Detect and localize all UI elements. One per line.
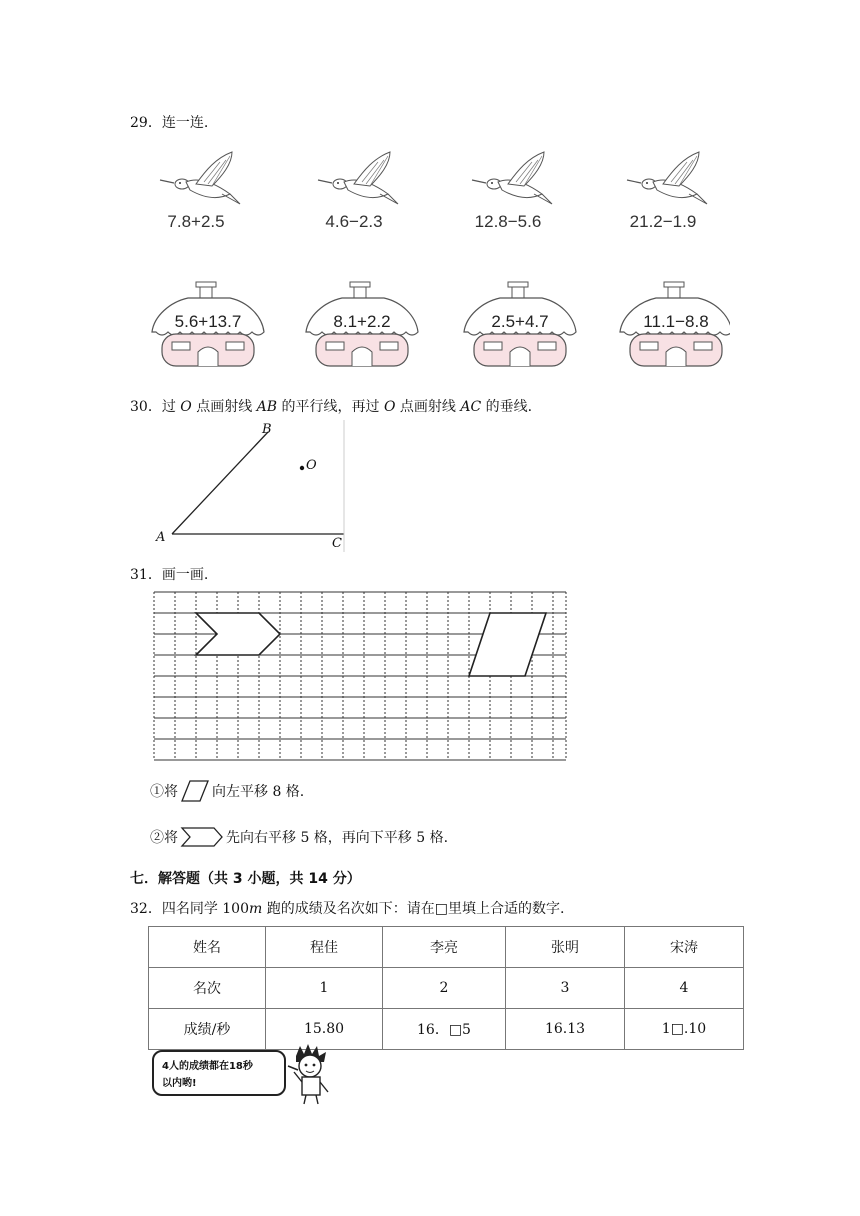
q32-text: 跑的成绩及名次如下：请在□里填上合适的数字. bbox=[262, 901, 565, 917]
parallelogram-icon bbox=[180, 779, 210, 803]
q31-title: 画一画. bbox=[161, 567, 209, 583]
bird-icon bbox=[627, 152, 707, 204]
q30-text: 的平行线，再过 bbox=[281, 399, 380, 415]
speech-bubble bbox=[152, 1050, 286, 1096]
table-cell: 李亮 bbox=[383, 927, 506, 968]
score-table bbox=[148, 926, 744, 1050]
table-cell[interactable]: 1□.10 bbox=[625, 1009, 744, 1050]
table-cell: 宋涛 bbox=[625, 927, 744, 968]
instruction-text: ①将 bbox=[150, 784, 178, 800]
q30-point-o: O bbox=[383, 399, 396, 415]
q30-text: 的垂线. bbox=[485, 399, 533, 415]
bird-icon bbox=[318, 152, 398, 204]
house-expression-4: 11.1−8.8 bbox=[643, 312, 709, 331]
q30-ray-ac: AC bbox=[460, 399, 482, 415]
table-cell: 程佳 bbox=[266, 927, 383, 968]
label-o: O bbox=[306, 458, 317, 473]
q29-number: 29． bbox=[130, 115, 162, 131]
bird-expression-1: 7.8+2.5 bbox=[167, 212, 225, 231]
bubble-text: 以内哟! bbox=[162, 1078, 197, 1089]
table-cell: 张明 bbox=[506, 927, 625, 968]
dotted-grid bbox=[150, 588, 570, 766]
house-expression-3: 2.5+4.7 bbox=[491, 312, 549, 331]
q31-number: 31． bbox=[130, 567, 162, 583]
angle-diagram bbox=[150, 420, 350, 552]
house-expression-2: 8.1+2.2 bbox=[333, 312, 391, 331]
bird-icon bbox=[472, 152, 552, 204]
q29-heading bbox=[130, 112, 208, 132]
q29-title: 连一连. bbox=[161, 115, 209, 131]
q30-point-o: O bbox=[180, 399, 192, 415]
section-7-title: 七．解答题（共 3 小题，共 14 分） bbox=[130, 871, 361, 887]
table-cell[interactable]: 16．□5 bbox=[383, 1009, 506, 1050]
parallelogram-shape bbox=[469, 613, 546, 676]
table-row bbox=[149, 927, 744, 968]
house-expression-1: 5.6+13.7 bbox=[174, 312, 242, 331]
q31-heading bbox=[130, 564, 208, 584]
label-b: B bbox=[262, 422, 272, 437]
q29-matching-area bbox=[140, 140, 730, 380]
table-cell: 姓名 bbox=[149, 927, 266, 968]
table-cell: 15.80 bbox=[266, 1009, 383, 1050]
instruction-text: ②将 bbox=[150, 830, 178, 846]
table-cell: 16.13 bbox=[506, 1009, 625, 1050]
q30-figure bbox=[150, 420, 350, 552]
instruction-text: 向左平移 8 格. bbox=[212, 784, 305, 800]
q30-heading bbox=[130, 396, 532, 416]
q32-number: 32． bbox=[130, 901, 162, 917]
bird-expression-4: 21.2−1.9 bbox=[629, 212, 697, 231]
bird-row bbox=[140, 140, 730, 380]
table-cell: 4 bbox=[625, 968, 744, 1009]
table-cell: 成绩/秒 bbox=[149, 1009, 266, 1050]
q31-instruction-1 bbox=[150, 778, 304, 804]
q30-text: 点画射线 bbox=[399, 399, 456, 415]
table-cell: 3 bbox=[506, 968, 625, 1009]
q30-ray-ab: AB bbox=[256, 399, 278, 415]
bubble-text: 4人的成绩都在18秒 bbox=[162, 1061, 253, 1072]
ray-ab bbox=[172, 432, 268, 534]
q30-number: 30． bbox=[130, 399, 162, 415]
table-row bbox=[149, 1009, 744, 1050]
cartoon-boy-icon bbox=[284, 1042, 336, 1106]
point-o bbox=[300, 466, 304, 470]
q32-unit: m bbox=[249, 901, 263, 917]
q32-text: 四名同学 100 bbox=[161, 901, 249, 917]
label-a: A bbox=[156, 530, 166, 545]
q30-text: 点画射线 bbox=[196, 399, 253, 415]
table-row bbox=[149, 968, 744, 1009]
label-c: C bbox=[332, 536, 342, 551]
bird-expression-3: 12.8−5.6 bbox=[474, 212, 542, 231]
table-cell: 1 bbox=[266, 968, 383, 1009]
q31-grid bbox=[150, 588, 570, 766]
table-cell: 名次 bbox=[149, 968, 266, 1009]
bird-expression-2: 4.6−2.3 bbox=[325, 212, 383, 231]
instruction-text: 先向右平移 5 格，再向下平移 5 格. bbox=[226, 830, 449, 846]
q31-instruction-2 bbox=[150, 824, 448, 850]
table-cell: 2 bbox=[383, 968, 506, 1009]
q30-text: 过 bbox=[161, 399, 176, 415]
bird-icon bbox=[160, 152, 240, 204]
q32-heading bbox=[130, 898, 564, 918]
arrow-shape-icon bbox=[180, 825, 224, 849]
